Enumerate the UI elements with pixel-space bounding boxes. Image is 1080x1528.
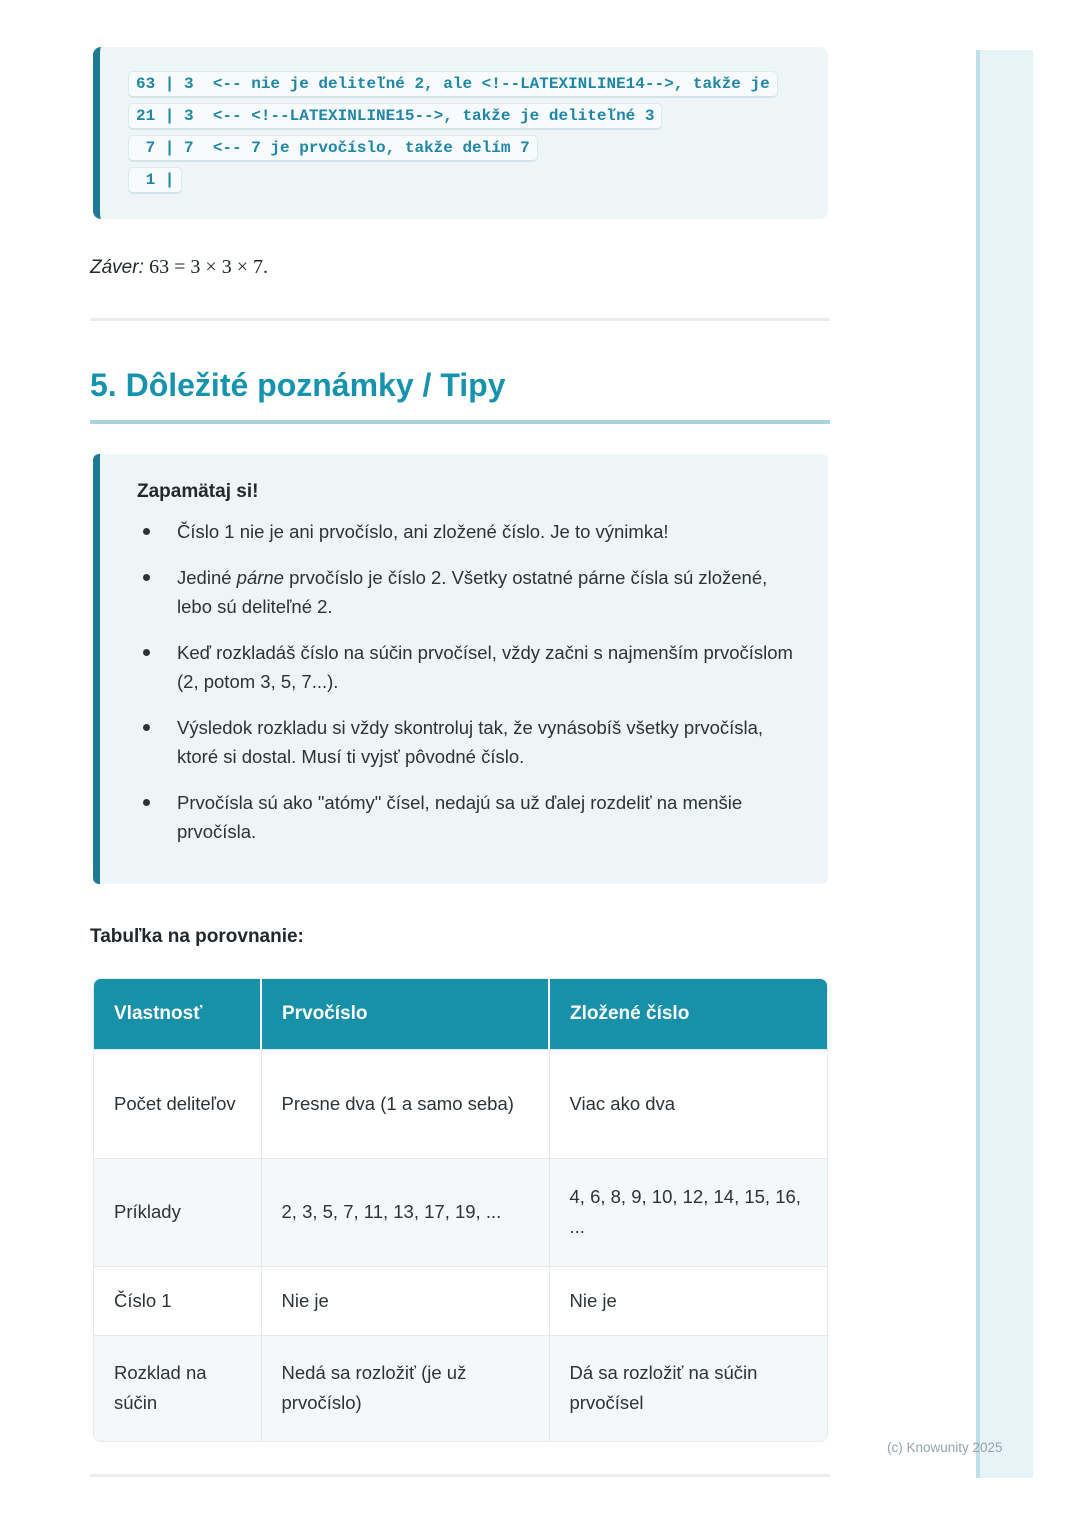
bullet-dot-icon: [143, 724, 150, 731]
table-header-cell: Prvočíslo: [261, 979, 549, 1049]
section-divider: [90, 318, 830, 321]
footer-divider: [90, 1474, 830, 1477]
bullet-dot-icon: [143, 649, 150, 656]
bullet-text: Keď rozkladáš číslo na súčin prvočísel, vždy začni s najmenším prvočíslom (2, potom 3, 5, 7...).: [177, 642, 793, 692]
code-line: 21 | 3 <-- <!--LATEXINLINE15-->, takže je deliteľné 3: [128, 103, 662, 130]
table-cell: Nie je: [549, 1266, 828, 1335]
callout-bullet-item: [137, 713, 794, 771]
table-cell: Číslo 1: [94, 1266, 261, 1335]
table-intro-label: Tabuľka na porovnanie:: [90, 926, 304, 947]
comparison-table-wrapper: [93, 978, 828, 1442]
table-cell: 2, 3, 5, 7, 11, 13, 17, 19, ...: [261, 1158, 549, 1266]
table-cell: Nedá sa rozložiť (je už prvočíslo): [261, 1335, 549, 1441]
comparison-table: [94, 979, 828, 1441]
bullet-text: Číslo 1 nie je ani prvočíslo, ani zložené číslo. Je to výnimka!: [177, 521, 669, 542]
table-cell: 4, 6, 8, 9, 10, 12, 14, 15, 16, ...: [549, 1158, 828, 1266]
callout-bullet-item: [137, 517, 794, 546]
callout-bullet-item: [137, 788, 794, 846]
code-line: 7 | 7 <-- 7 je prvočíslo, takže delím 7: [128, 135, 538, 162]
comparison-table-head: [94, 979, 828, 1049]
bullet-text: Výsledok rozkladu si vždy skontroluj tak, že vynásobíš všetky prvočísla, ktoré si dostal. Musí ti vyjsť pôvodné číslo.: [177, 717, 764, 767]
callout-bullet-list: [137, 517, 794, 846]
table-row: [94, 1158, 828, 1266]
table-header-cell: Zložené číslo: [549, 979, 828, 1049]
callout-title: Zapamätaj si!: [137, 481, 259, 502]
table-cell: Presne dva (1 a samo seba): [261, 1049, 549, 1158]
table-row: [94, 1049, 828, 1158]
copyright-notice: (c) Knowunity 2025: [887, 1440, 1003, 1455]
page-content: [90, 0, 830, 1477]
conclusion-formula: 63 = 3 × 3 × 7.: [149, 256, 268, 278]
comparison-table-body: [94, 1049, 828, 1441]
bullet-dot-icon: [143, 799, 150, 806]
table-cell: Nie je: [261, 1266, 549, 1335]
bullet-dot-icon: [143, 528, 150, 535]
table-header-row: [94, 979, 828, 1049]
section-title: 5. Dôležité poznámky / Tipy: [90, 365, 830, 424]
table-row: [94, 1266, 828, 1335]
table-cell: Dá sa rozložiť na súčin prvočísel: [549, 1335, 828, 1441]
table-cell: Počet deliteľov: [94, 1049, 261, 1158]
code-lines: [128, 71, 814, 194]
table-header-cell: Vlastnosť: [94, 979, 261, 1049]
conclusion-paragraph: [90, 253, 830, 282]
table-cell: Rozklad na súčin: [94, 1335, 261, 1441]
code-block: [93, 47, 828, 219]
code-line: 1 |: [128, 167, 182, 194]
remember-callout: [93, 454, 828, 884]
callout-bullet-item: [137, 563, 794, 621]
bullet-dot-icon: [143, 574, 150, 581]
conclusion-label: Záver:: [90, 257, 144, 278]
table-cell: Viac ako dva: [549, 1049, 828, 1158]
table-cell: Príklady: [94, 1158, 261, 1266]
table-row: [94, 1335, 828, 1441]
code-line: 63 | 3 <-- nie je deliteľné 2, ale <!--LATEXINLINE14-->, takže je: [128, 71, 778, 98]
bullet-text: Jediné párne prvočíslo je číslo 2. Všetky ostatné párne čísla sú zložené, lebo sú deliteľné 2.: [177, 567, 768, 617]
callout-bullet-item: [137, 638, 794, 696]
side-strip: [976, 50, 1033, 1478]
bullet-text: Prvočísla sú ako "atómy" čísel, nedajú sa už ďalej rozdeliť na menšie prvočísla.: [177, 792, 743, 842]
